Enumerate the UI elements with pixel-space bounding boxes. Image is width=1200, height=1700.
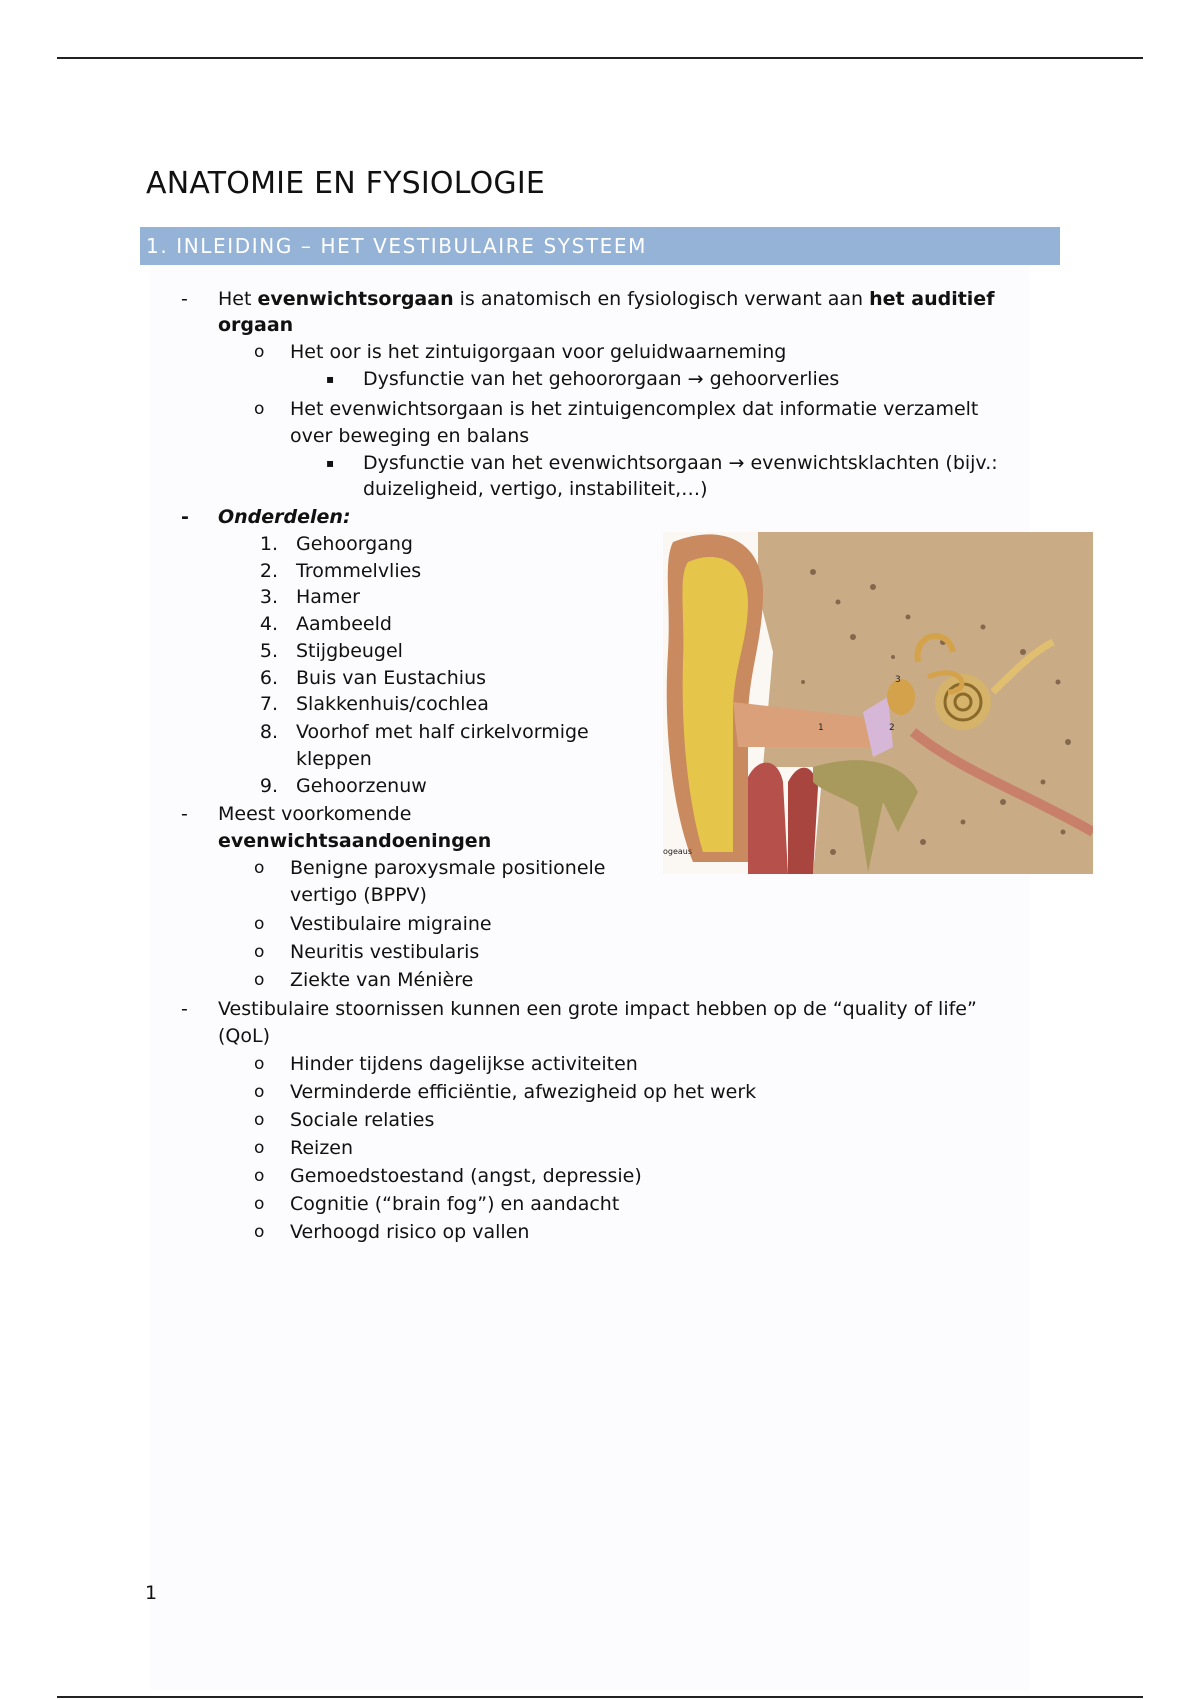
disorders-heading-line-2: evenwichtsaandoeningen	[218, 830, 492, 852]
page-number: 1	[145, 1582, 158, 1604]
disorder-item-continued: vertigo (BPPV)	[290, 884, 427, 906]
circle-bullet: o	[254, 1138, 265, 1158]
list-item: Gehoorzenuw	[296, 775, 427, 797]
section-heading: 1. INLEIDING – HET VESTIBULAIRE SYSTEEM	[146, 234, 648, 258]
circle-bullet: o	[254, 1222, 265, 1242]
intro-line-2: orgaan	[218, 314, 294, 336]
list-number: 8.	[259, 721, 278, 743]
list-item: Trommelvlies	[296, 560, 422, 582]
circle-bullet: o	[254, 1166, 265, 1186]
ear-anatomy-illustration	[663, 532, 1093, 874]
intro-sub-2-detail-line-1: Dysfunctie van het evenwichtsorgaan → evenwichtsklachten (bijv.:	[363, 452, 998, 474]
list-number: 2.	[259, 560, 278, 582]
list-item: Aambeeld	[296, 613, 392, 635]
circle-bullet: o	[254, 914, 265, 934]
circle-bullet: o	[254, 342, 265, 362]
muscle-tissue	[788, 768, 818, 874]
list-number: 7.	[259, 693, 278, 715]
circle-bullet: o	[254, 1194, 265, 1214]
circle-bullet: o	[254, 858, 265, 878]
intro-sub-2-detail-line-2: duizeligheid, vertigo, instabiliteit,…)	[363, 478, 708, 500]
intro-sub-1: Het oor is het zintuigorgaan voor geluidwaarneming	[290, 341, 787, 363]
impact-item: Verhoogd risico op vallen	[290, 1221, 530, 1243]
disorder-item: Benigne paroxysmale positionele	[290, 857, 606, 879]
impact-item: Hinder tijdens dagelijkse activiteiten	[290, 1053, 638, 1075]
ossicles	[887, 679, 915, 715]
square-bullet: ▪	[326, 456, 335, 470]
impact-line-1: Vestibulaire stoornissen kunnen een grote impact hebben op de “quality of life”	[218, 998, 977, 1020]
impact-line-2: (QoL)	[218, 1025, 270, 1047]
list-item: Gehoorgang	[296, 533, 413, 555]
disorder-item: Vestibulaire migraine	[290, 913, 492, 935]
disorder-item: Ziekte van Ménière	[290, 969, 474, 991]
intro-sub-2-line-2: over beweging en balans	[290, 425, 530, 447]
intro-line-1: Het evenwichtsorgaan is anatomisch en fysiologisch verwant aan het auditief	[218, 288, 995, 310]
list-item: Stijgbeugel	[296, 640, 403, 662]
intro-sub-1-detail: Dysfunctie van het gehoororgaan → gehoorverlies	[363, 368, 840, 390]
circle-bullet: o	[254, 942, 265, 962]
dash-bullet: -	[181, 998, 188, 1020]
figure-caption-fragment: ogeaus	[663, 847, 693, 856]
list-number: 4.	[259, 613, 278, 635]
header-rule	[57, 57, 1143, 59]
disorders-heading-line-1: Meest voorkomende	[218, 803, 412, 825]
impact-item: Cognitie (“brain fog”) en aandacht	[290, 1193, 620, 1215]
document-title: ANATOMIE EN FYSIOLOGIE	[146, 166, 546, 201]
footer-rule	[57, 1696, 1143, 1698]
impact-item: Reizen	[290, 1137, 354, 1159]
circle-bullet: o	[254, 1082, 265, 1102]
dash-bullet: -	[181, 506, 189, 528]
disorder-item: Neuritis vestibularis	[290, 941, 480, 963]
list-number: 1.	[259, 533, 278, 555]
figure-label: 2	[889, 723, 895, 733]
list-number: 5.	[259, 640, 278, 662]
square-bullet: ▪	[326, 372, 335, 386]
dash-bullet: -	[181, 803, 188, 825]
list-item: Buis van Eustachius	[296, 667, 487, 689]
impact-item: Sociale relaties	[290, 1109, 435, 1131]
circle-bullet: o	[254, 1110, 265, 1130]
circle-bullet: o	[254, 399, 265, 419]
dash-bullet: -	[181, 288, 188, 310]
list-number: 6.	[259, 667, 278, 689]
list-item-continued: kleppen	[296, 748, 372, 770]
circle-bullet: o	[254, 970, 265, 990]
figure-label: 1	[818, 723, 824, 733]
list-number: 9.	[259, 775, 278, 797]
list-item: Voorhof met half cirkelvormige	[296, 721, 589, 743]
figure-label: 3	[895, 675, 901, 685]
impact-item: Gemoedstoestand (angst, depressie)	[290, 1165, 642, 1187]
intro-sub-2-line-1: Het evenwichtsorgaan is het zintuigencomplex dat informatie verzamelt	[290, 398, 979, 420]
list-item: Hamer	[296, 586, 360, 608]
muscle-tissue	[748, 763, 788, 874]
circle-bullet: o	[254, 1054, 265, 1074]
parts-heading: Onderdelen:	[218, 506, 351, 528]
list-number: 3.	[259, 586, 278, 608]
impact-item: Verminderde efficiëntie, afwezigheid op het werk	[290, 1081, 757, 1103]
list-item: Slakkenhuis/cochlea	[296, 693, 489, 715]
